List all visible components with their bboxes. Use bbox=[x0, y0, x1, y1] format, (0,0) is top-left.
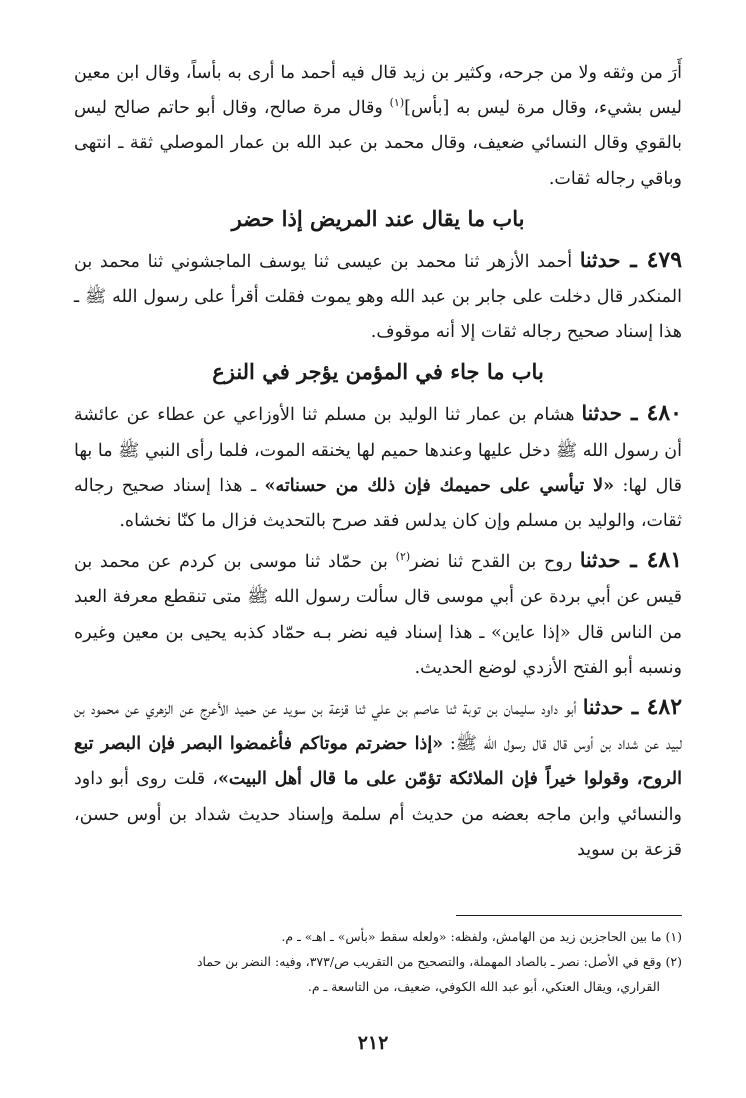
hadith-text-cont: ـ هذا إسناد صحيح رجاله ثقات، والوليد بن مسلم وإن كان يدلس فقد صرح بالتحديث فزال ما كنّا نخشاه. bbox=[74, 475, 682, 532]
hadith-482 bbox=[74, 690, 682, 868]
footnote-1 bbox=[60, 924, 682, 949]
footnote-label: (١) bbox=[665, 929, 682, 944]
intro-text: أَرَ من وثقه ولا من جرحه، وكثير بن زيد قال فيه أحمد ما أرى به بأساً، وقال ابن معين ليس بشيء، وقال مرة ليس به [بأس] bbox=[74, 63, 682, 119]
hadith-text-cont: ، قلت روى أبو داود والنسائي وابن ماجه بعضه من حديث أم سلمة وإسناد حديث شداد بن أوس حسن، قزعة بن سويد bbox=[74, 769, 682, 860]
hadith-opener: حدثنا bbox=[579, 247, 621, 272]
hadith-480 bbox=[74, 396, 682, 539]
footnote-ref-2[interactable]: (٢) bbox=[395, 550, 411, 564]
hadith-dash: ـ bbox=[620, 547, 647, 574]
chapter-heading-believer: باب ما جاء في المؤمن يؤجر في النزع bbox=[212, 359, 544, 385]
footnote-text: وقع في الأصل: نصر ـ بالصاد المهملة، والتصحيح من التقريب ص/٣٧٣، وفيه: النضر بن حماد bbox=[196, 954, 666, 969]
hadith-number: ٤٨٢ bbox=[646, 694, 683, 721]
hadith-number: ٤٨١ bbox=[646, 547, 683, 574]
footnote-2 bbox=[60, 949, 682, 974]
footnote-text: ما بين الحاجزين زيد من الهامش، ولفظه: «ولعله سقط «بأس» ـ اهـ» ـ م. bbox=[281, 929, 666, 944]
hadith-text: روح بن القدح ثنا نضر bbox=[410, 552, 580, 573]
footnote-label: (٢) bbox=[665, 954, 682, 969]
hadith-number: ٤٨٠ bbox=[646, 400, 682, 427]
hadith-dash: ـ bbox=[622, 400, 647, 427]
hadith-text: أبو داود سليمان بن توبة ثنا عاصم بن علي ثنا قزعة بن سويد عن حميد الأعرج عن الزهري عن محمود بن لبيد عن شداد بن أوس قال قال رسول الله ﷺ: bbox=[74, 699, 682, 755]
hadith-text: أحمد الأزهر ثنا محمد بن عيسى ثنا يوسف الماجشوني ثنا محمد بن المنكدر قال دخلت على جابر بن عبد الله وهو يموت فقلت أقرأ على رسول الله ﷺ ـ هذا إسناد صحيح رجاله ثقات إلا أنه موقوف. bbox=[74, 251, 682, 343]
hadith-quote: «لا تيأسي على حميمك فإن ذلك من حسناته» bbox=[264, 475, 615, 496]
hadith-text-cont: بن حمّاد ثنا موسى بن كردم عن محمد بن قيس عن أبي بردة عن أبي موسى قال سألت رسول الله ﷺ متى تنقطع معرفة العبد من الناس قال «إذا عاين» ـ هذا إسناد فيه نضر بـه حمّاد كذبه يحيى بن معين وغيره ونسبه أبو الفتح الأزدي لوضع الحديث. bbox=[74, 552, 682, 678]
hadith-text: هشام بن عمار ثنا الوليد بن مسلم ثنا الأوزاعي عن عطاء عن عائشة أن رسول الله ﷺ دخل عليها وعندها حميم لها يخنقه الموت، فلما رأى النبي ﷺ ما بها قال لها: bbox=[74, 405, 682, 496]
hadith-opener: حدثنا bbox=[579, 548, 621, 573]
page-body bbox=[74, 56, 682, 868]
hadith-number: ٤٧٩ bbox=[646, 246, 683, 273]
hadith-dash: ـ bbox=[623, 694, 647, 721]
footnote-divider bbox=[456, 915, 682, 916]
footnote-2-continuation: القراري، ويقال العتكي، أبو عبد الله الكوفي، ضعيف، من التاسعة ـ م. bbox=[307, 979, 660, 994]
hadith-481 bbox=[74, 543, 682, 686]
intro-text-cont: وقال مرة صالح، وقال أبو حاتم صالح ليس بالقوي وقال النسائي ضعيف، وقال محمد بن عبد الله بن عمار الموصلي ثقة ـ انتهى وباقي رجاله ثقات. bbox=[74, 98, 682, 189]
hadith-quote: «إذا حضرتم موتاكم فأغمضوا البصر فإن البصر تبع الروح، وقولوا خيراً فإن الملائكة تؤمّن على ما قال أهل البيت» bbox=[74, 734, 682, 790]
chapter-heading-sick: باب ما يقال عند المريض إذا حضر bbox=[231, 205, 525, 231]
hadith-dash: ـ bbox=[620, 246, 647, 273]
hadith-opener: حدثنا bbox=[581, 401, 623, 426]
footnotes bbox=[60, 924, 682, 999]
intro-paragraph bbox=[74, 56, 682, 197]
page-number: ٢١٢ bbox=[357, 1032, 389, 1054]
hadith-479 bbox=[74, 243, 682, 351]
footnote-ref-1[interactable]: (١) bbox=[389, 96, 405, 110]
hadith-opener: حدثنا bbox=[582, 695, 624, 720]
